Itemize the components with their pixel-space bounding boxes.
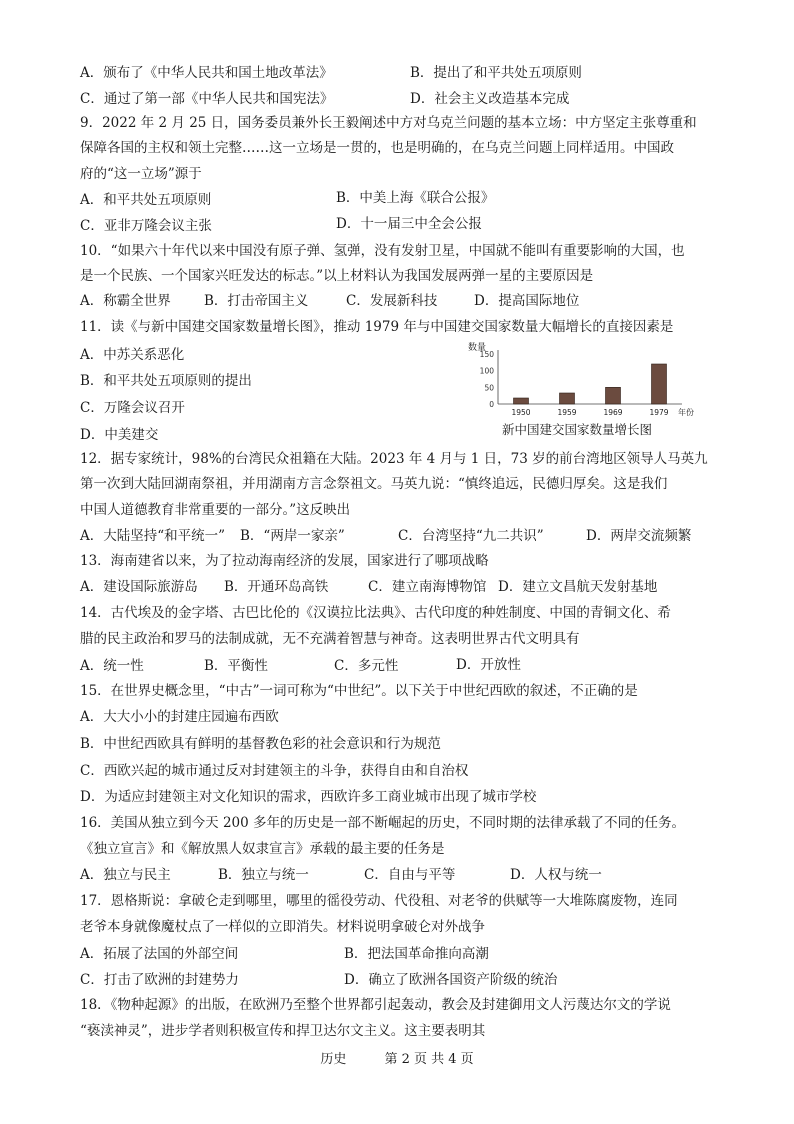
q12-option-d: D．两岸交流频繁 xyxy=(586,528,692,544)
q9-option-d: D．十一届三中全会公报 xyxy=(336,216,482,232)
q17-stem-line1: 17．恩格斯说：拿破仑走到哪里，哪里的徭役劳动、代役租、对老爷的供赋等一大堆陈腐废物，连同 xyxy=(80,893,678,909)
q14-option-a: A．统一性 xyxy=(80,658,144,674)
q16-stem-line1: 16．美国从独立到今天 200 多年的历史是一部不断崛起的历史，不同时期的法律承载了不同的任务。 xyxy=(80,815,686,831)
q15-option-b: B．中世纪西欧具有鲜明的基督教色彩的社会意识和行为规范 xyxy=(80,736,441,752)
q11-option-c: C．万隆会议召开 xyxy=(80,400,185,416)
q18-stem-line1: 18．《物种起源》的出版，在欧洲乃至整个世界都引起轰动，教会及封建御用文人污蔑达尔文的学说 xyxy=(80,997,671,1013)
chart-caption: 新中国建交国家数量增长图 xyxy=(502,422,653,437)
q10-option-a: A．称霸全世界 xyxy=(80,293,171,309)
q9-option-b: B．中美上海《联合公报》 xyxy=(336,190,495,206)
q9-stem-line2: 保障各国的主权和领土完整……这一立场是一贯的，也是明确的，在乌克兰问题上同样适用。中国政 xyxy=(80,140,674,156)
q13-option-c: C．建立南海博物馆 xyxy=(368,579,487,595)
y-axis-label: 数量 xyxy=(468,343,487,353)
q8-option-d: D．社会主义改造基本完成 xyxy=(410,91,570,107)
q11-option-d: D．中美建交 xyxy=(80,427,159,443)
q12-stem-line1: 12．据专家统计，98%的台湾民众祖籍在大陆。2023 年 4 月与 1 日，73 岁的前台湾地区领导人马英九 xyxy=(80,451,708,467)
q13-stem-line1: 13．海南建省以来，为了拉动海南经济的发展，国家进行了哪项战略 xyxy=(80,553,489,569)
q11-option-b: B．和平共处五项原则的提出 xyxy=(80,373,252,389)
bar-1979 xyxy=(652,364,667,404)
q15-stem-line1: 15．在世界史概念里，“中古”一词可称为“中世纪”。以下关于中世纪西欧的叙述，不正确的是 xyxy=(80,683,638,699)
q9-stem-line3: 府的“这一立场”源于 xyxy=(80,166,202,182)
page-footer xyxy=(0,1048,794,1067)
q14-stem-line1: 14．古代埃及的金字塔、古巴比伦的《汉谟拉比法典》、古代印度的种姓制度、中国的青铜文化、希 xyxy=(80,605,671,621)
q16-stem-line2: 《独立宣言》和《解放黑人奴隶宣言》承载的最主要的任务是 xyxy=(80,841,445,857)
q16-option-a: A．独立与民主 xyxy=(80,867,171,883)
bar-1969 xyxy=(606,387,621,404)
q17-option-c: C．打击了欧洲的封建势力 xyxy=(80,972,239,988)
q8-option-a: A．颁布了《中华人民共和国土地改革法》 xyxy=(80,65,333,81)
q16-option-d: D．人权与统一 xyxy=(510,867,602,883)
q9-stem-line1: 9．2022 年 2 月 25 日，国务委员兼外长王毅阐述中方对乌克兰问题的基本立场：中方坚定主张尊重和 xyxy=(80,115,697,131)
q11-stem-line1: 11．读《与新中国建交国家数量增长图》，推动 1979 年与中国建交国家数量大幅增长的直接因素是 xyxy=(80,319,674,335)
q10-option-b: B．打击帝国主义 xyxy=(204,293,309,309)
q10-option-c: C．发展新科技 xyxy=(346,293,438,309)
q9-option-a: A．和平共处五项原则 xyxy=(80,192,212,208)
country-count-bar-chart xyxy=(468,342,708,432)
x-tick-label-1969: 1969 xyxy=(603,408,623,417)
q10-stem-line2: 是一个民族、一个国家兴旺发达的标志。”以上材料认为我国发展两弹一星的主要原因是 xyxy=(80,268,594,284)
x-axis-label: 年份 xyxy=(678,408,694,417)
q17-option-d: D．确立了欧洲各国资产阶级的统治 xyxy=(344,972,558,988)
q10-stem-line1: 10．“如果六十年代以来中国没有原子弹、氢弹，没有发射卫星，中国就不能叫有重要影响的大国，也 xyxy=(80,243,685,259)
x-tick-label-1959: 1959 xyxy=(557,408,577,417)
bar-1950 xyxy=(514,398,529,404)
q14-option-c: C．多元性 xyxy=(334,658,399,674)
q18-stem-line2: “亵渎神灵”，进步学者则积极宣传和捍卫达尔文主义。这主要表明其 xyxy=(80,1023,486,1039)
q16-option-c: C．自由与平等 xyxy=(364,867,456,883)
q8-option-c: C．通过了第一部《中华人民共和国宪法》 xyxy=(80,91,334,107)
q12-stem-line3: 中国人道德教育非常重要的一部分。”这反映出 xyxy=(80,502,351,518)
q17-stem-line2: 老爷本身就像魔杖点了一样似的立即消失。材料说明拿破仑对外战争 xyxy=(80,919,485,935)
q17-option-a: A．拓展了法国的外部空间 xyxy=(80,946,239,962)
q15-option-c: C．西欧兴起的城市通过反对封建领主的斗争，获得自由和自治权 xyxy=(80,763,469,779)
q14-stem-line2: 腊的民主政治和罗马的法制成就，无不充满着智慧与神奇。这表明世界古代文明具有 xyxy=(80,631,580,647)
q13-option-b: B．开通环岛高铁 xyxy=(224,579,329,595)
q11-option-a: A．中苏关系恶化 xyxy=(80,347,185,363)
y-tick-label: 0 xyxy=(489,400,494,409)
bar-1959 xyxy=(560,393,575,404)
x-tick-label-1979: 1979 xyxy=(649,408,669,417)
q15-option-a: A．大大小小的封建庄园遍布西欧 xyxy=(80,709,279,725)
q14-option-b: B．平衡性 xyxy=(204,658,268,674)
q12-option-a: A．大陆坚持“和平统一” xyxy=(80,528,226,544)
q14-option-d: D．开放性 xyxy=(456,657,521,673)
q12-option-c: C．台湾坚持“九二共识” xyxy=(398,528,544,544)
q13-option-d: D．建立文昌航天发射基地 xyxy=(498,579,658,595)
q8-option-b: B．提出了和平共处五项原则 xyxy=(410,65,582,81)
y-tick-label: 50 xyxy=(484,383,494,393)
q17-option-b: B．把法国革命推向高潮 xyxy=(344,946,489,962)
x-tick-label-1950: 1950 xyxy=(511,408,531,417)
y-tick-label: 150 xyxy=(479,350,494,359)
footer-subject: 历史 xyxy=(320,1052,347,1067)
q15-option-d: D．为适应封建领主对文化知识的需求，西欧许多工商业城市出现了城市学校 xyxy=(80,789,537,805)
q9-option-c: C．亚非万隆会议主张 xyxy=(80,218,212,234)
q16-option-b: B．独立与统一 xyxy=(218,867,309,883)
q12-stem-line2: 第一次到大陆回湖南祭祖，并用湖南方言念祭祖文。马英九说：“慎终追远，民德归厚矣。这是我们 xyxy=(80,476,668,492)
y-tick-label: 100 xyxy=(479,366,494,376)
q13-option-a: A．建设国际旅游岛 xyxy=(80,579,198,595)
q10-option-d: D．提高国际地位 xyxy=(474,293,580,309)
q12-option-b: B．“两岸一家亲” xyxy=(240,528,345,544)
footer-page-number: 第 2 页 共 4 页 xyxy=(384,1052,474,1067)
